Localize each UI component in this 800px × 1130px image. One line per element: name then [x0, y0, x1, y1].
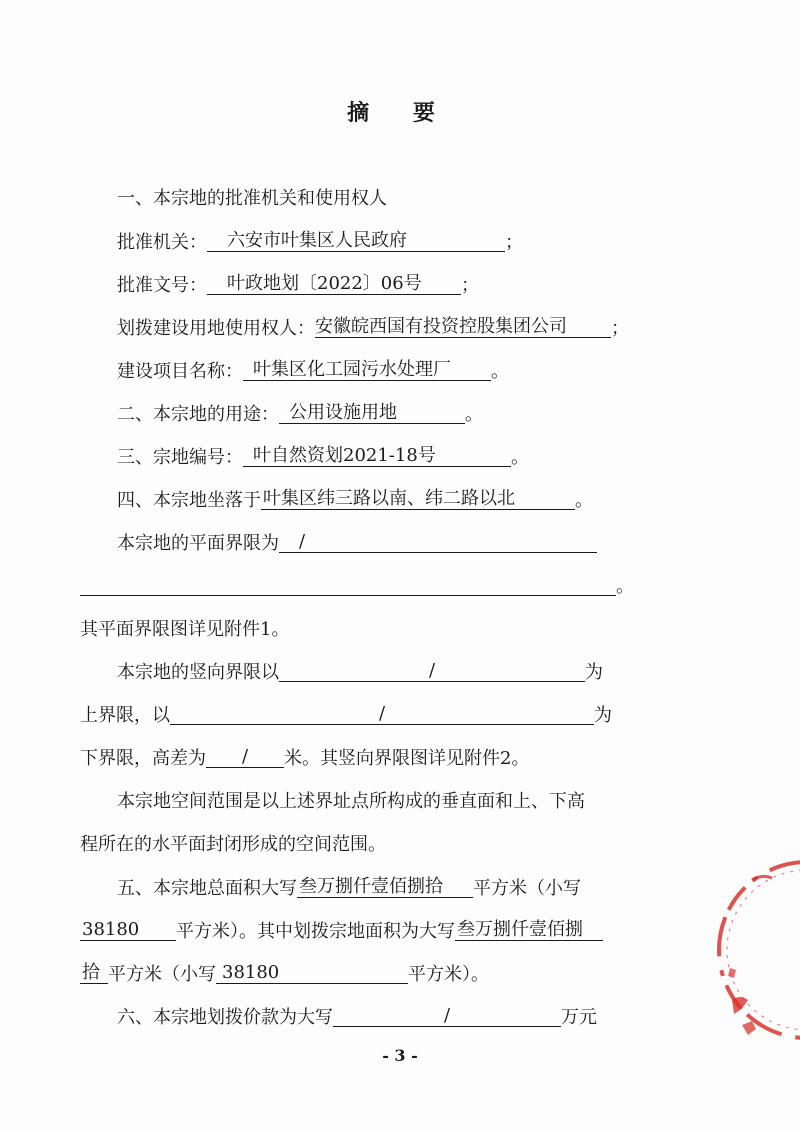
total-area-lower: 38180: [80, 915, 176, 941]
parcel-number-value: 叶自然资划2021-18号: [243, 441, 511, 467]
plane-boundary-value: /: [279, 527, 597, 553]
land-use-value: 公用设施用地: [279, 398, 465, 424]
total-area-upper: 叁万捌仟壹佰捌拾: [297, 872, 473, 898]
alloc-area-row: [80, 915, 603, 949]
location-value: 叶集区纬三路以南、纬二路以北: [261, 484, 575, 510]
plane-boundary-continued-row: [80, 570, 634, 604]
land-user-row: [117, 312, 629, 346]
vertical-lower-end: 为: [594, 705, 612, 726]
doc-number-label: 批准文号：: [117, 275, 207, 296]
project-name-value: 叶集区化工园污水处理厂: [243, 355, 491, 381]
section-1-heading: [117, 182, 387, 216]
height-diff-row: [80, 742, 529, 776]
space-range-text-2: 程所在的水平面封闭形成的空间范围。: [80, 834, 386, 855]
price-unit: 万元: [561, 1007, 597, 1028]
land-use-row: [117, 398, 483, 432]
project-name-row: [117, 355, 509, 389]
location-end: 。: [575, 490, 593, 511]
plane-boundary-row: [117, 527, 597, 561]
land-user-value: 安徽皖西国有投资控股集团公司: [315, 312, 611, 338]
alloc-area-unit-close: 平方米）。: [408, 964, 489, 985]
height-diff-value: /: [206, 742, 284, 768]
total-area-label: 五、本宗地总面积大写: [117, 878, 297, 899]
plane-boundary-label: 本宗地的平面界限为: [117, 533, 279, 554]
parcel-number-end: 。: [511, 447, 529, 468]
alloc-area-unit-open: 平方米（小写: [108, 964, 216, 985]
space-range-row-2: [80, 828, 386, 862]
price-row: [117, 1001, 597, 1035]
official-seal-stamp: [712, 850, 800, 1050]
alloc-area-upper-part2: 拾: [80, 958, 108, 984]
space-range-text-1: 本宗地空间范围是以上述界址点所构成的垂直面和上、下高: [117, 791, 585, 812]
vertical-lower-value: /: [170, 699, 594, 725]
doc-number-value: 叶政地划〔2022〕06号: [207, 269, 461, 295]
vertical-upper-value: /: [279, 656, 585, 682]
approver-label: 批准机关：: [117, 232, 207, 253]
lower-boundary-label: 下界限，高差为: [80, 748, 206, 769]
approver-row: [117, 226, 523, 260]
seal-graphic: [712, 850, 800, 1050]
page-number: - 3 -: [382, 1046, 418, 1065]
plane-boundary-ref: 其平面界限图详见附件1。: [80, 619, 290, 640]
approver-value: 六安市叶集区人民政府: [207, 226, 505, 252]
vertical-boundary-row: [117, 656, 603, 690]
section-1-heading-text: 一、本宗地的批准机关和使用权人: [117, 188, 387, 209]
alloc-area-lower: 38180: [216, 958, 408, 984]
parcel-number-row: [117, 441, 529, 475]
location-label: 四、本宗地坐落于: [117, 490, 261, 511]
total-area-unit-open: 平方米（小写: [473, 878, 581, 899]
plane-boundary-blank-line: [80, 570, 616, 596]
height-diff-end: 米。其竖向界限图详见附件2。: [284, 748, 530, 769]
project-name-end: 。: [491, 361, 509, 382]
price-label: 六、本宗地划拨价款为大写: [117, 1007, 333, 1028]
doc-number-end: ；: [461, 275, 479, 296]
plane-boundary-end: 。: [616, 576, 634, 597]
plane-boundary-ref-row: [80, 613, 289, 647]
total-area-unit-close: 平方米）。其中划拨宗地面积为大写: [176, 921, 455, 942]
upper-boundary-label: 上界限，以: [80, 705, 170, 726]
price-value: /: [333, 1001, 561, 1027]
total-area-row: [117, 872, 581, 906]
alloc-area-row-2: [80, 958, 489, 992]
space-range-row-1: [117, 785, 585, 819]
location-row: [117, 484, 593, 518]
alloc-area-upper-part1: 叁万捌仟壹佰捌: [455, 915, 603, 941]
doc-number-row: [117, 269, 479, 303]
vertical-upper-end: 为: [585, 662, 603, 683]
project-name-label: 建设项目名称：: [117, 361, 243, 382]
land-user-end: ；: [611, 318, 629, 339]
page-title: 摘 要: [347, 100, 453, 126]
land-user-label: 划拨建设用地使用权人：: [117, 318, 315, 339]
lower-boundary-row: [80, 699, 612, 733]
land-use-label: 二、本宗地的用途：: [117, 404, 279, 425]
approver-end: ；: [505, 232, 523, 253]
land-use-end: 。: [465, 404, 483, 425]
parcel-number-label: 三、宗地编号：: [117, 447, 243, 468]
vertical-boundary-label: 本宗地的竖向界限以: [117, 662, 279, 683]
